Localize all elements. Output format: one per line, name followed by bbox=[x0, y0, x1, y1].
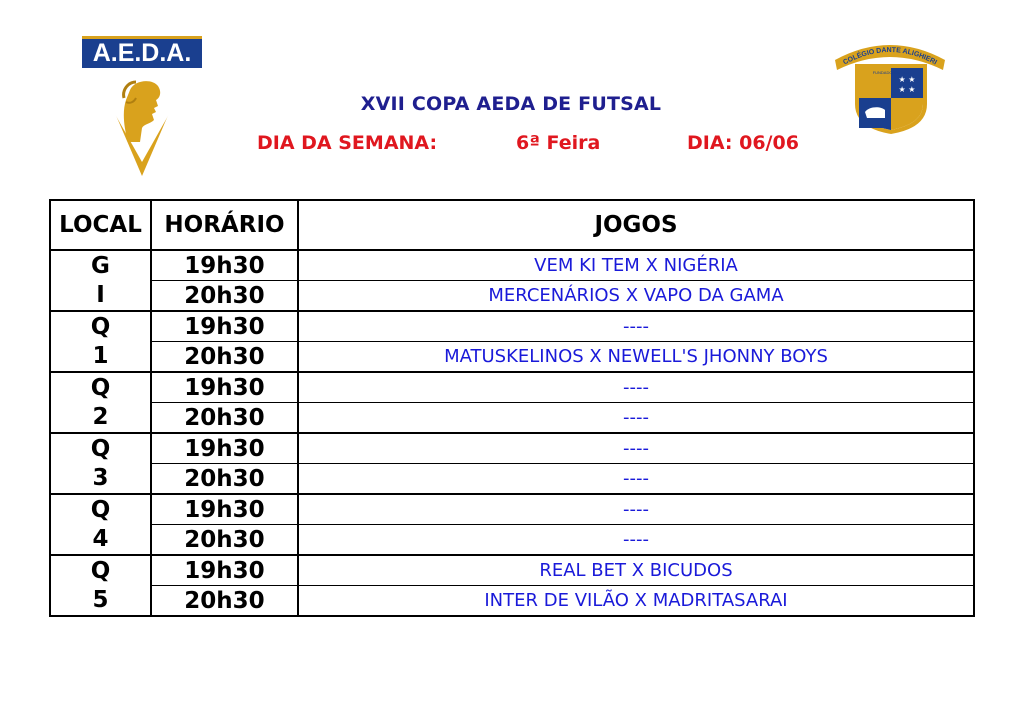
svg-text:★ ★: ★ ★ bbox=[898, 75, 916, 84]
time-cell: 19h30 bbox=[151, 494, 298, 525]
table-row bbox=[50, 403, 974, 434]
table-row bbox=[50, 494, 974, 525]
time-cell: 19h30 bbox=[151, 372, 298, 403]
weekday-label: DIA DA SEMANA: bbox=[257, 132, 438, 154]
time-cell: 20h30 bbox=[151, 281, 298, 312]
table-row bbox=[50, 525, 974, 556]
aeda-logo-text: A.E.D.A. bbox=[92, 39, 192, 67]
local-cell: Q bbox=[50, 433, 151, 464]
local-cell: 4 bbox=[50, 525, 151, 556]
local-cell: G bbox=[50, 250, 151, 281]
local-cell: Q bbox=[50, 372, 151, 403]
game-cell: ---- bbox=[298, 433, 974, 464]
table-row bbox=[50, 250, 974, 281]
table-row bbox=[50, 311, 974, 342]
time-cell: 19h30 bbox=[151, 555, 298, 586]
table-row bbox=[50, 555, 974, 586]
game-cell: REAL BET X BICUDOS bbox=[298, 555, 974, 586]
header-local: LOCAL bbox=[50, 200, 151, 250]
game-cell: MERCENÁRIOS X VAPO DA GAMA bbox=[298, 281, 974, 312]
schedule-body bbox=[50, 250, 974, 616]
time-cell: 19h30 bbox=[151, 250, 298, 281]
local-cell: 2 bbox=[50, 403, 151, 434]
time-cell: 20h30 bbox=[151, 403, 298, 434]
crest-ring-text: COLÉGIO DANTE ALIGHIERI bbox=[842, 46, 938, 67]
schedule-table bbox=[49, 199, 975, 617]
game-cell: VEM KI TEM X NIGÉRIA bbox=[298, 250, 974, 281]
time-cell: 19h30 bbox=[151, 433, 298, 464]
dante-alighieri-crest bbox=[831, 38, 949, 136]
header-games: JOGOS bbox=[298, 200, 974, 250]
game-cell: INTER DE VILÃO X MADRITASARAI bbox=[298, 586, 974, 617]
local-cell: 1 bbox=[50, 342, 151, 373]
local-cell: Q bbox=[50, 494, 151, 525]
crest-founded-text: FUNDADO EM 1911 bbox=[872, 70, 910, 75]
local-cell: 5 bbox=[50, 586, 151, 617]
local-cell: 3 bbox=[50, 464, 151, 495]
table-row bbox=[50, 586, 974, 617]
game-cell: ---- bbox=[298, 372, 974, 403]
page-title: XVII COPA AEDA DE FUTSAL bbox=[360, 93, 662, 115]
header-time: HORÁRIO bbox=[151, 200, 298, 250]
weekday-value: 6ª Feira bbox=[516, 132, 601, 154]
table-row bbox=[50, 342, 974, 373]
table-row bbox=[50, 464, 974, 495]
game-cell: ---- bbox=[298, 525, 974, 556]
time-cell: 20h30 bbox=[151, 525, 298, 556]
game-cell: ---- bbox=[298, 403, 974, 434]
header-row bbox=[50, 200, 974, 250]
time-cell: 19h30 bbox=[151, 311, 298, 342]
table-row bbox=[50, 281, 974, 312]
local-cell: Q bbox=[50, 555, 151, 586]
svg-text:★ ★: ★ ★ bbox=[898, 85, 916, 94]
local-cell: I bbox=[50, 281, 151, 312]
game-cell: ---- bbox=[298, 464, 974, 495]
table-row bbox=[50, 433, 974, 464]
local-cell: Q bbox=[50, 311, 151, 342]
date-label: DIA: 06/06 bbox=[687, 132, 799, 154]
game-cell: ---- bbox=[298, 311, 974, 342]
time-cell: 20h30 bbox=[151, 464, 298, 495]
table-row bbox=[50, 372, 974, 403]
game-cell: ---- bbox=[298, 494, 974, 525]
game-cell: MATUSKELINOS X NEWELL'S JHONNY BOYS bbox=[298, 342, 974, 373]
time-cell: 20h30 bbox=[151, 586, 298, 617]
time-cell: 20h30 bbox=[151, 342, 298, 373]
